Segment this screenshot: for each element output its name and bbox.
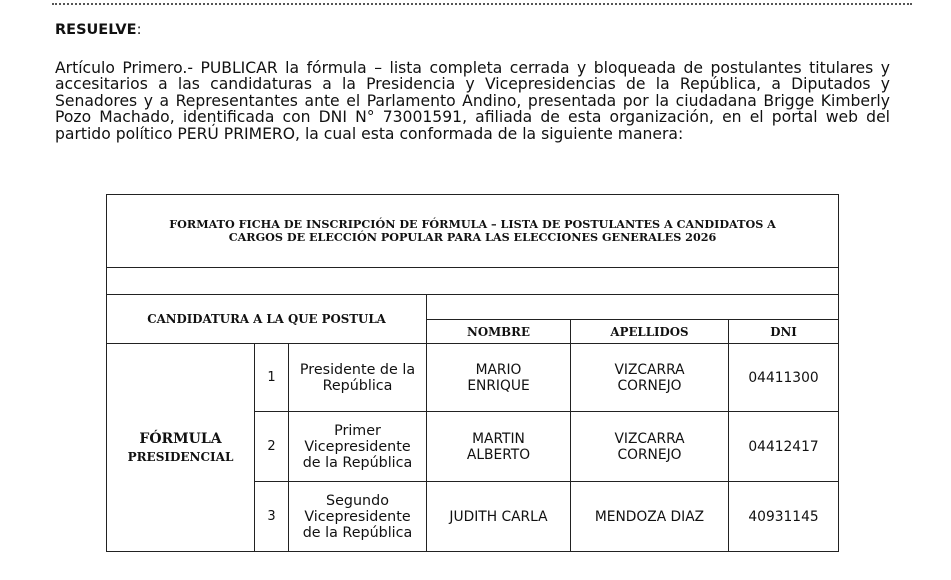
nombre-cell: MARIO ENRIQUE — [427, 344, 571, 412]
cargo-cell: Presidente de la República — [289, 344, 427, 412]
row-number: 3 — [255, 482, 289, 552]
row-number: 1 — [255, 344, 289, 412]
dni-cell: 04412417 — [729, 412, 839, 482]
apellidos-cell: MENDOZA DIAZ — [571, 482, 729, 552]
section-heading: RESUELVE: — [55, 22, 142, 38]
apellidos-cell: VIZCARRA CORNEJO — [571, 412, 729, 482]
header-empty-cell — [427, 295, 839, 320]
table-row — [107, 344, 839, 412]
nombre-cell: JUDITH CARLA — [427, 482, 571, 552]
cut-off-text-line — [52, 0, 912, 5]
cargo-cell: Segundo Vicepresidente de la República — [289, 482, 427, 552]
dni-cell: 40931145 — [729, 482, 839, 552]
candidatura-header: CANDIDATURA A LA QUE POSTULA — [107, 295, 427, 344]
col-dni-header: DNI — [729, 320, 839, 344]
table-spacer-row — [107, 268, 839, 295]
dni-cell: 04411300 — [729, 344, 839, 412]
cargo-cell: Primer Vicepresidente de la República — [289, 412, 427, 482]
apellidos-cell: VIZCARRA CORNEJO — [571, 344, 729, 412]
group-label: FÓRMULA PRESIDENCIAL — [107, 344, 255, 552]
table-title: FORMATO FICHA DE INSCRIPCIÓN DE FÓRMULA – LISTA DE POSTULANTES A CANDIDATOS A CARGOS DE ELECCIÓN POPULAR PARA LAS ELECCIONES GENERALES 2026 — [107, 195, 839, 268]
formula-table — [106, 194, 839, 552]
nombre-cell: MARTIN ALBERTO — [427, 412, 571, 482]
col-apellidos-header: APELLIDOS — [571, 320, 729, 344]
row-number: 2 — [255, 412, 289, 482]
col-nombre-header: NOMBRE — [427, 320, 571, 344]
article-paragraph: Artículo Primero.- PUBLICAR la fórmula – lista completa cerrada y bloqueada de postulantes titulares y accesitarios a las candidaturas a la Presidencia y Vicepresidencias de la República, a Diputados y Senadores y a Representantes ante el Parlamento Andino, presentada por la ciudadana Brigge Kimberly Pozo Machado, identificada con DNI N° 73001591, afiliada de esta organización, en el portal web del partido político PERÚ PRIMERO, la cual esta conformada de la siguiente manera: — [55, 59, 890, 143]
